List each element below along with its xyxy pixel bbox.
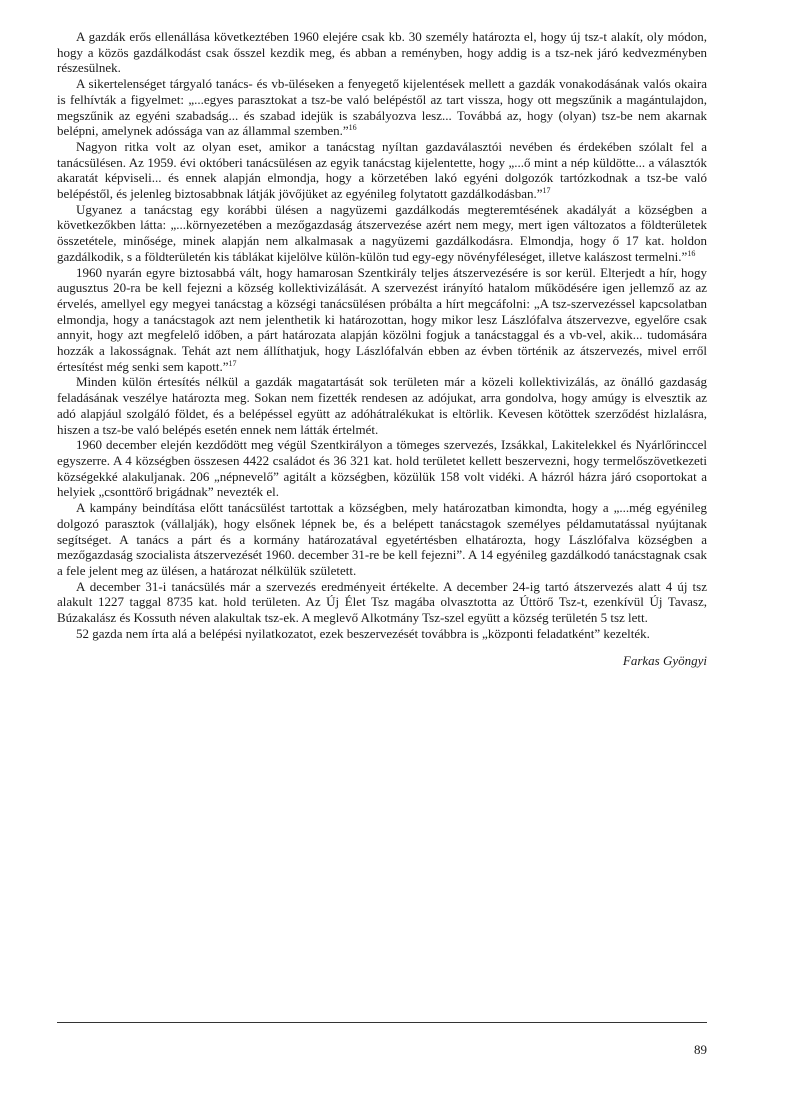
paragraph: 1960 december elején kezdődött meg végül Szentkirályon a tömeges szervezés, Izsákkal, Lakitelekkel és Nyárlőrinccel egyszerre. A 4 községben összesen 4422 családot és 36 321 kat. hold területet kellett beszervezni, hogy termelőszövetkezeti községekké alakuljanak. 206 „népnevelő” agitált a községben, közülük 158 volt vidéki. A házról házra járó csoportokat a helyiek „csonttörő brigádnak” nevezték el.	[57, 437, 707, 500]
paragraph: A gazdák erős ellenállása következtében 1960 elejére csak kb. 30 személy határozta el, hogy új tsz-t alakít, oly módon, hogy a közös gazdálkodást csak ősszel kezdik meg, és abban a reményben, hogy addig is a tsz-nek járó kedvezményben részesülnek.	[57, 29, 707, 76]
paragraph: Minden külön értesítés nélkül a gazdák magatartását sok területen már a közeli kollektivizálás, az önálló gazdaság feladásának veszélye határozta meg. Sokan nem fizették rendesen az adójukat, arra gondolva, hogy amúgy is elvesztik az adó alapjául szolgáló földet, és a belépéssel együtt az adóhátralékukat is eltörlik. Kevesen kötöttek szerződést hizlalásra, hiszen a tsz-be való belépés esetén ennek nem látták értelmét.	[57, 374, 707, 437]
paragraph: 1960 nyarán egyre biztosabbá vált, hogy hamarosan Szentkirály teljes átszervezésére is sor kerül. Elterjedt a hír, hogy augusztus 20-ra be kell fejezni a község kollektivizálását. A szervezést irányító hatalom működésére igen jellemző az az érvelés, amellyel egy megyei tanácstag a községi tanácsülésen próbálta a hírt megcáfolni: „A tsz-szervezéssel kapcsolatban elmondja, hogy a tanácstagok azt nem jelenthetik ki határozottan, hogy mikor lesz Lászlófalva átszervezve, egyelőre csak annyit, hogy azt megfelelő időben, a párt határozata alapján közölni fogjuk a tanácstaggal és a vb-vel, akik... tudomására hozzák a lakosságnak. Tehát azt nem állíthatjuk, hogy Lászlófalván ebben az évben történik az átszervezés, mivel erről értesítést még senki sem kapott.”$^{17}$	[57, 264, 707, 374]
footnote-ref: 17	[228, 358, 237, 368]
page-number: 89	[694, 1042, 707, 1057]
paragraph: 52 gazda nem írta alá a belépési nyilatkozatot, ezek beszervezését továbbra is „központi feladatként” kezelték.	[76, 625, 650, 641]
paragraph: A kampány beindítása előtt tanácsülést tartottak a községben, mely határozatban kimondta, hogy a „...még egyénileg dolgozó parasztok (vállalják), hogy elsőnek lépnek be, és a belépett tanácstagok személyes példamutatással nyújtanak segítséget. A tanács a párt és a kormány határozatával egyetértésben elhatározta, hogy Lászlófalva községben a mezőgazdaság szocialista átszervezését 1960. december 31-re be kell fejezni”. A 14 egyénileg gazdálkodó tanácstagnak csak a fele jelent meg az ülésen, a határozat nélkülük született.	[57, 500, 707, 578]
paragraph: Ugyanez a tanácstag egy korábbi ülésen a nagyüzemi gazdálkodás megteremtésének akadályát a községben a következőkben látta: „...környezetében a mezőgazdaság átszervezése azért nem megy, mert igen változatos a földterületek összetétele, minősége, minek alapján nem alkalmasak a nagyüzemi gazdálkodásra. Elmondja, hogy ő 17 kat. holdon gazdálkodik, s a földterületén kis táblákat kijelölve külön-külön tud egy-egy növényféleséget, illetve kalászost termelni.”$^{16}$	[57, 201, 707, 264]
page-body	[57, 29, 707, 669]
footer-rule	[57, 1022, 707, 1023]
footnote-ref: 16	[348, 123, 357, 133]
paragraph: Nagyon ritka volt az olyan eset, amikor a tanácstag nyíltan gazdaválasztói nevében és érdekében szólalt fel a tanácsülésen. Az 1959. évi októberi tanácsülésen az egyik tanácstag kijelentette, hogy „...ő mint a nép küldötte... a választók akaratát képviseli... és ennek alapján elmondja, hogy a körzetében lakó egyéni dolgozók tartózkodnak a tsz-be való belépéstől, és jelenleg biztosabbnak látják jövőjüket az egyénileg folytatott gazdálkodásban.”$^{17}$	[57, 138, 707, 202]
paragraph: A december 31-i tanácsülés már a szervezés eredményeit értékelte. A december 24-ig tartó átszervezés alatt 4 új tsz alakult 1227 taggal 8735 kat. hold területen. Az Új Élet Tsz magába olvasztotta az Úttörő Tsz-t, ezenkívül Új Tavasz, Búzakalász és Kossuth néven alakultak tsz-ek. A meglevő Alkotmány Tsz-szel együtt a község területén 5 tsz lett.	[57, 578, 707, 626]
footnote-ref: 16	[687, 248, 696, 258]
footnote-ref: 17	[542, 186, 551, 196]
paragraph: A sikertelenséget tárgyaló tanács- és vb-üléseken a fenyegető kijelentések mellett a gazdák vonakodásának valós okaira is felhívták a figyelmet: „...egyes parasztokat a tsz-be való belépéstől az tart vissza, hogy ott megszűnik a magántulajdon, megszűnik az egyéni szabadság... és szabad idejük is szabályozva lesz... Továbbá az, hogy (olyan) tsz-be nem akarnak belépni, amelynek adóssága van az állammal szemben.”$^{16}$	[57, 76, 707, 139]
author-signature: Farkas Gyöngyi	[622, 653, 707, 669]
